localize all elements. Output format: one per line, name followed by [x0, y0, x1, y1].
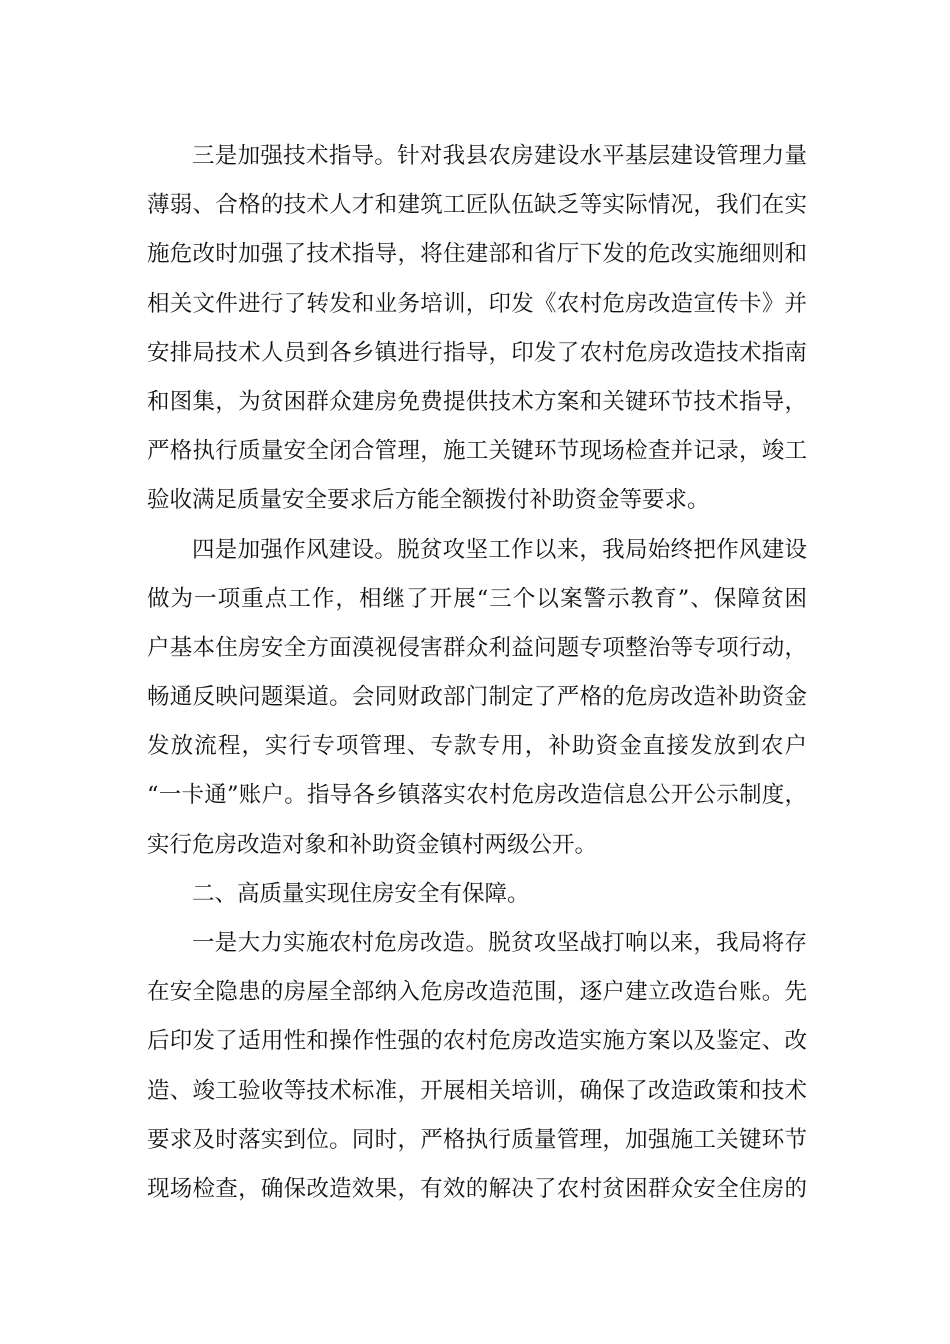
paragraph-line: 薄弱、合格的技术人才和建筑工匠队伍缺乏等实际情况，我们在实	[147, 192, 807, 219]
paragraph-housing-renovation	[147, 919, 807, 1214]
paragraph-line: 三是加强技术指导。针对我县农房建设水平基层建设管理力量	[192, 143, 807, 169]
paragraph-line: 户基本住房安全方面漠视侵害群众利益问题专项整治等专项行动，	[147, 634, 807, 661]
paragraph-line: 造、竣工验收等技术标准，开展相关培训，确保了改造政策和技术	[147, 1077, 807, 1104]
paragraph-line: 和图集，为贫困群众建房免费提供技术方案和关键环节技术指导，	[147, 388, 807, 415]
paragraph-line: 要求及时落实到位。同时，严格执行质量管理，加强施工关键环节	[147, 1126, 807, 1153]
paragraph-line: 安排局技术人员到各乡镇进行指导，印发了农村危房改造技术指南	[147, 339, 807, 366]
paragraph-line: 施危改时加强了技术指导，将住建部和省厅下发的危改实施细则和	[147, 241, 807, 268]
paragraph-line: 现场检查，确保改造效果，有效的解决了农村贫困群众安全住房的	[147, 1175, 807, 1202]
paragraph-technical-guidance	[147, 132, 807, 526]
paragraph-line: 一是大力实施农村危房改造。脱贫攻坚战打响以来，我局将存	[192, 930, 807, 956]
paragraph-line: 实行危房改造对象和补助资金镇村两级公开。	[147, 831, 598, 858]
paragraph-line: 相关文件进行了转发和业务培训，印发《农村危房改造宣传卡》并	[147, 290, 807, 317]
paragraph-line: 发放流程，实行专项管理、专款专用，补助资金直接发放到农户	[147, 733, 807, 760]
paragraph-line: 畅通反映问题渠道。会同财政部门制定了严格的危房改造补助资金	[147, 684, 807, 711]
paragraph-line: 严格执行质量安全闭合管理，施工关键环节现场检查并记录，竣工	[147, 438, 807, 465]
section-heading	[147, 870, 807, 919]
paragraph-line: 四是加强作风建设。脱贫攻坚工作以来，我局始终把作风建设	[192, 536, 807, 563]
paragraph-line: 做为一项重点工作，相继了开展“三个以案警示教育”、保障贫困	[147, 585, 807, 612]
paragraph-line: “一卡通”账户。指导各乡镇落实农村危房改造信息公开公示制度，	[147, 782, 807, 809]
paragraph-line: 验收满足质量安全要求后方能全额拨付补助资金等要求。	[147, 487, 710, 514]
paragraph-line: 在安全隐患的房屋全部纳入危房改造范围，逐户建立改造台账。先	[147, 979, 807, 1006]
document-body	[147, 132, 807, 1214]
paragraph-work-style	[147, 526, 807, 870]
paragraph-line: 后印发了适用性和操作性强的农村危房改造实施方案以及鉴定、改	[147, 1028, 807, 1055]
section-heading-line: 二、高质量实现住房安全有保障。	[192, 880, 530, 907]
